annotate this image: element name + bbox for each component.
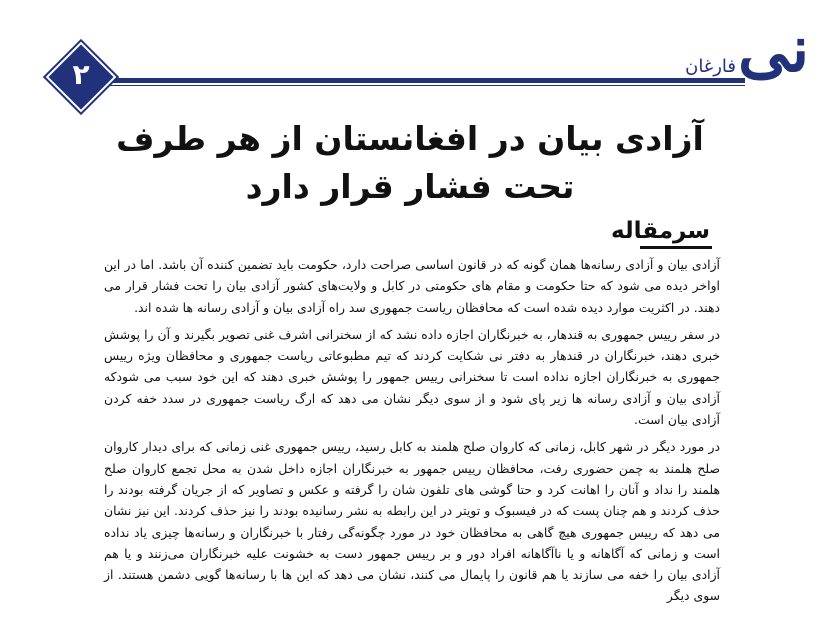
article-body xyxy=(104,254,720,613)
section-name: فارغان xyxy=(685,56,736,77)
publication-logo: نی xyxy=(738,12,810,87)
kicker-underline xyxy=(640,246,712,249)
paragraph: در سفر رییس جمهوری به قندهار، به خبرنگاران اجازه داده نشد که از سخنرانی اشرف غنی تصویر بگیرند و آن را پوشش خبری دهند، خبرنگاران در قندهار به دفتر نی شکایت کردند که تیم مطبوعاتی ریاست جمهوری و محافظان ویژه رییس جمهوری به خبرنگاران اجازه نداده است تا سخنرانی رییس جمهور را پوشش خبری دهند که این خود سبب می شودکه آزادی بیان و آزادی رسانه ها زیر پای شود و از سوی دیگر نشان می دهد که ارگ ریاست جمهوری در سدد خفه کردن آزادی بیان است. xyxy=(104,326,720,428)
page-number: ۲ xyxy=(72,58,90,91)
article-title: آزادی بیان در افغانستان از هر طرف تحت فشار قرار دارد xyxy=(116,119,704,206)
article-kicker: سرمقاله xyxy=(611,218,710,244)
paragraph: آزادی بیان و آزادی رسانه‌ها همان گونه که در قانون اساسی صراحت دارد، حکومت باید تضمین کننده آن باشد. اما در این اواخر دیده می شود که حتا حکومت و مقام های حکومتی در کابل و ولایت‌های کشور آزادی بیان را تحت فشار قرار می دهند. در اکثریت موارد دیده شده است که محافظان ریاست جمهوری سد راه آزادی بیان و آزادی رسانه ها شده اند. xyxy=(104,257,720,315)
paragraph: در مورد دیگر در شهر کابل، زمانی که کاروان صلح هلمند به کابل رسید، رییس جمهوری غنی زمانی که برای دیدار کاروان صلح هلمند به چمن حضوری رفت، محافظان رییس جمهور به خبرنگاران اجازه داخل شدن به محل تجمع کاروان صلح هلمند را نداد و آنان را اهانت کرد و حتا گوشی های تلفون شان را گرفته و عکس و تصاویر که از جریان گرفته بودند را حذف کردند و هم چنان پست که در فیسبوک و تویتر در این رابطه به نشر رسانیده بودند را نیز حذف کردند. این نیز نشان می دهد که رییس جمهوری هیچ گاهی به محافظان خود در مورد چگونه‌گی رفتار با خبرنگاران و رسانه‌ها چیزی یاد نداده است و زمانی که آگاهانه و یا ناآگاهانه افراد دور و بر رییس جمهور دست به خشونت علیه خبرنگاران می‌زنند و یا هم آزادی بیان را خفه می سازند یا هم قانون را پایمال می کنند، نشان می دهد که این ها با رسانه‌ها گویی دشمن هستند. از سوی دیگر xyxy=(104,439,720,604)
header-rule-thin xyxy=(95,85,745,86)
